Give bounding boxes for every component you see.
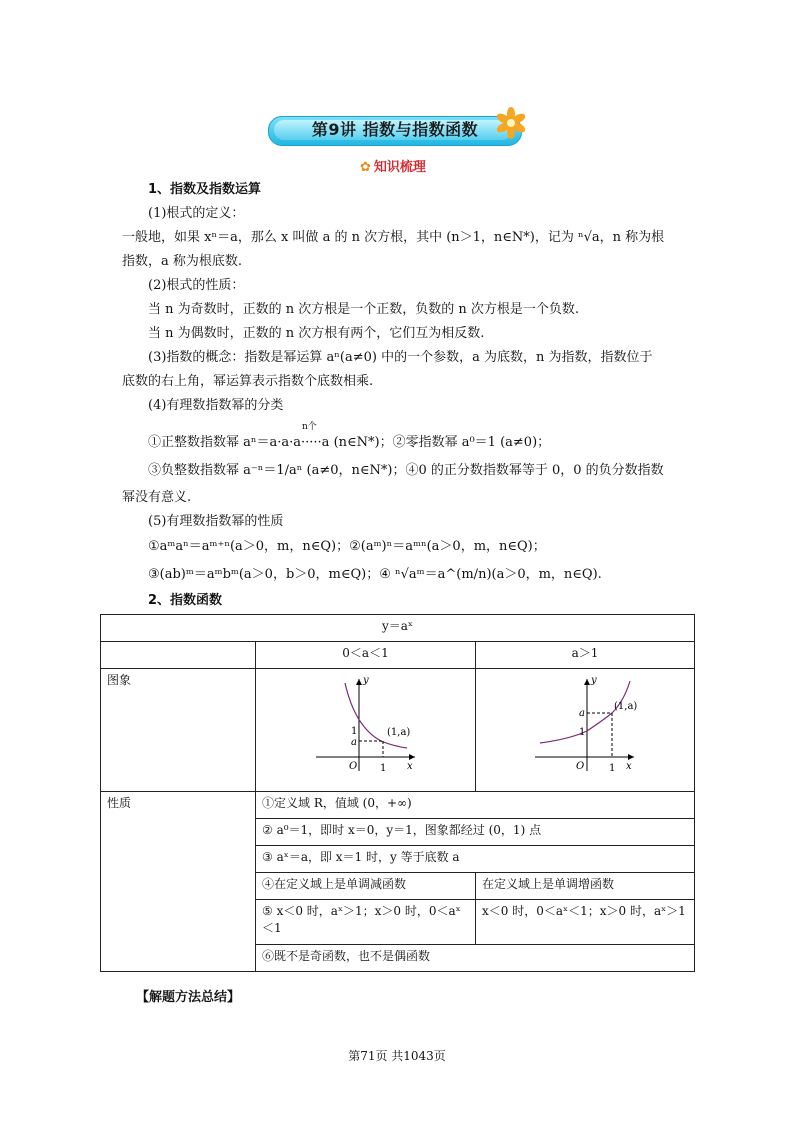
x-tick-label: 1 [379,763,386,774]
page-footer: 第71页 共1043页 [348,1049,446,1063]
text-line: 指数，a 称为根底数. [122,254,243,269]
text-line: ③负整数指数幂 a⁻ⁿ＝1/aⁿ (a≠0，n∈N*)；④0 的正分数指数幂等于 0，0 的负分数指数 [148,463,664,478]
x-tick-label: 1 [609,763,616,774]
text-line: (2)根式的性质： [148,278,245,293]
origin-label: O [348,761,357,772]
text-line: ①aᵐaⁿ＝aᵐ⁺ⁿ(a＞0，m，n∈Q)；②(aᵐ)ⁿ＝aᵐⁿ(a＞0，m，n∈Q)； [148,539,546,554]
text-line: ③(ab)ᵐ＝aᵐbᵐ(a＞0，b＞0，m∈Q)；④ ⁿ√aᵐ＝a^(m/n)(a＞0，m，n∈Q). [148,567,602,582]
row-label-graph: 图象 [101,669,256,792]
table-cell [101,642,256,669]
origin-label: O [576,761,585,772]
point-label: (1,a) [614,701,638,712]
point-label: (1,a) [386,727,410,738]
text-line: 一般地，如果 xⁿ＝a，那么 x 叫做 a 的 n 次方根，其中 (n＞1，n∈N*)，记为 ⁿ√a，n 称为根 [122,230,665,245]
brace-label: n个 [302,422,317,432]
property-4-increasing: 在定义域上是单调增函数 [476,873,695,900]
method-heading: 【解题方法总结】 [136,990,241,1005]
text-line: (1)根式的定义： [148,206,245,221]
property-5-increasing: x＜0 时，0＜aˣ＜1；x＞0 时，aˣ＞1 [476,900,695,945]
exponential-function-table [100,614,695,972]
flower-icon [496,106,526,140]
text-line: (4)有理数指数幂的分类 [148,398,284,413]
text-line: 当 n 为偶数时，正数的 n 次方根有两个，它们互为相反数. [148,326,485,341]
text-line: 当 n 为奇数时，正数的 n 次方根是一个正数，负数的 n 次方根是一个负数. [148,302,580,317]
y-value-label: a [579,708,585,719]
text-line: ①正整数指数幂 aⁿ＝a·a·a·····a (n∈N*)；②零指数幂 a⁰＝1 (a≠0)； [148,435,551,450]
text-line: 底数的右上角，幂运算表示指数个底数相乘. [122,374,374,389]
table-header: y＝aˣ [101,615,695,642]
graph-cell-increasing [476,669,695,792]
property-6: ⑥既不是奇函数，也不是偶函数 [256,945,695,972]
section-heading: 2、指数函数 [148,593,223,608]
page-title: 第9讲 指数与指数函数 [311,120,479,139]
axis-label-y: y [591,675,597,686]
text-line: 幂没有意义. [122,490,192,505]
y-value-label: a [350,737,357,748]
property-2: ② a⁰＝1，即时 x＝0，y＝1，图象都经过 (0，1) 点 [256,819,695,846]
section-heading: 1、指数及指数运算 [148,182,262,197]
column-header-increasing: a＞1 [476,642,695,669]
y-tick-label: 1 [350,726,357,737]
text-line: (5)有理数指数幂的性质 [148,514,284,529]
column-header-decreasing: 0＜a＜1 [256,642,476,669]
property-5-decreasing: ⑤ x＜0 时，aˣ＞1；x＞0 时，0＜aˣ＜1 [256,900,476,945]
y-tick-label: 1 [579,727,586,738]
property-4-decreasing: ④在定义域上是单调减函数 [256,873,476,900]
axis-label-x: x [626,761,632,772]
star-icon: ✿ [360,160,371,175]
property-3: ③ aˣ＝a，即 x＝1 时，y 等于底数 a [256,846,695,873]
section-subtitle: ✿ 知识梳理 [360,160,426,175]
row-label-properties: 性质 [101,792,256,972]
axis-label-x: x [406,761,413,772]
increasing-graph [530,671,640,781]
text-line: (3)指数的概念：指数是幂运算 aⁿ(a≠0) 中的一个参数，a 为底数，n 为指数，指数位于 [148,350,653,365]
axis-label-y: y [362,675,369,686]
property-1: ①定义域 R，值域 (0，+∞) [256,792,695,819]
decreasing-graph [311,671,421,781]
graph-cell-decreasing [256,669,476,792]
